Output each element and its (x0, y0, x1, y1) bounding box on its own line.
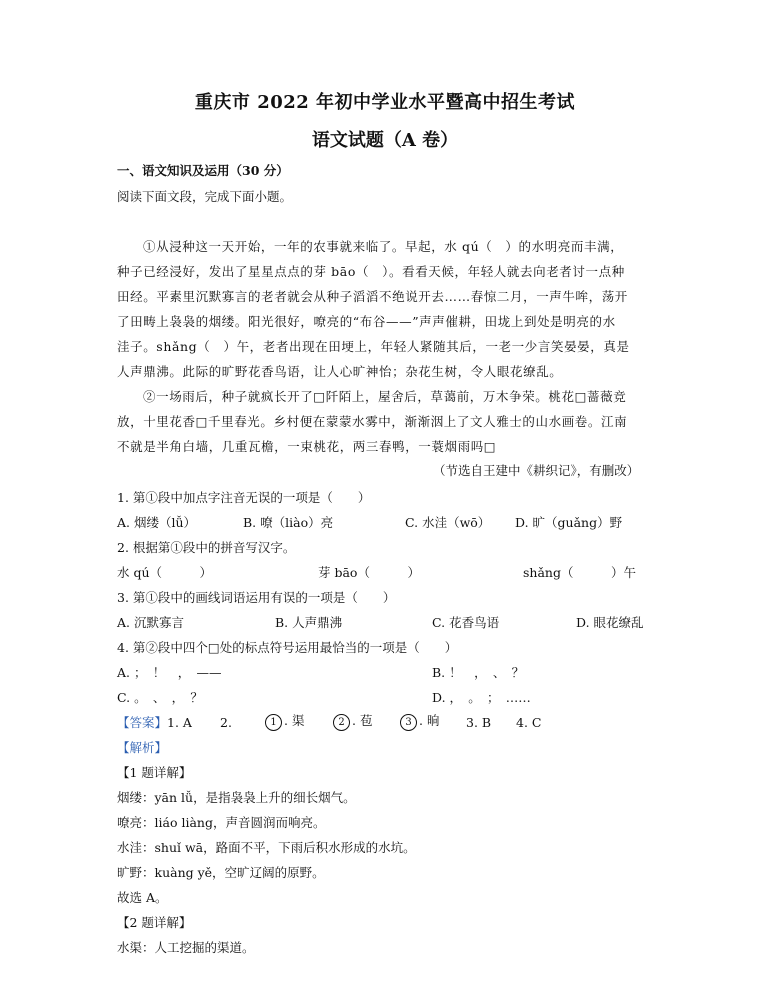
answer-2-item-1: 1 . 渠 (265, 712, 304, 731)
q1-option-b: B. 嘹（liào）亮 (243, 515, 334, 530)
detail-1-label: 【1 题详解】 (117, 765, 192, 780)
passage-line-9: 不就是半角白墙，几重瓦檐，一束桃花，两三春鸭，一蓑烟雨吗□ (117, 439, 497, 454)
q3-option-c: C. 花香鸟语 (432, 615, 500, 630)
passage-line-3: 田经。平素里沉默寡言的老者就会从种子滔滔不绝说开去……春惊二月，一声牛哞，荡开 (117, 289, 628, 304)
answer-3: 3. B (466, 715, 492, 730)
source-note: （节选自王建中《耕织记》，有删改） (433, 463, 640, 478)
answer-row (117, 714, 192, 732)
passage-line-4: 了田畴上袅袅的烟缕。阳光很好，嘹亮的“布谷——”声声催耕，田垅上到处是明亮的水 (117, 314, 616, 329)
passage-line-5: 洼子。shǎng（ ）午，老者出现在田埂上，年轻人紧随其后，一老一少言笑晏晏，真是 (117, 339, 630, 354)
answer-2-item-3: 3 . 晌 (400, 712, 439, 731)
q3-option-b: B. 人声鼎沸 (275, 615, 343, 630)
q1-option-c: C. 水洼（wō） (405, 515, 491, 530)
detail-1-line-4: 旷野：kuàng yě，空旷辽阔的原野。 (117, 865, 325, 880)
answer-2-item-2: 2 . 苞 (333, 712, 372, 731)
passage-line-7: ②一场雨后，种子就疯长开了□阡陌上，屋舍后，草蔼前，万木争荣。桃花□蔷薇竞 (143, 389, 627, 404)
q2-blank-3: shǎng（ ）午 (523, 565, 636, 580)
q2-blank-1: 水 qú（ ） (117, 565, 213, 580)
q4-option-b: B. ！ ， 、 ？ (432, 665, 525, 680)
exam-subtitle: 语文试题（A 卷） (311, 130, 459, 151)
question-1: 1. 第①段中加点字注音无误的一项是（ ） (117, 490, 371, 505)
q4-option-a: A. ； ！ ， —— (117, 665, 222, 680)
answer-4: 4. C (516, 715, 542, 730)
exam-title: 重庆市 2022 年初中学业水平暨高中招生考试 (194, 92, 576, 113)
answer-label: 【答案】 (117, 715, 168, 730)
detail-1-line-3: 水洼：shuǐ wā，路面不平，下雨后积水形成的水坑。 (117, 840, 416, 855)
detail-1-line-5: 故选 A。 (117, 890, 168, 905)
passage-line-8: 放，十里花香□千里春光。乡村便在蒙蒙水雾中，渐渐洇上了文人雅士的山水画卷。江南 (117, 414, 628, 429)
analysis-label: 【解析】 (117, 740, 168, 755)
detail-1-line-2: 嘹亮：liáo liàng，声音圆润而响亮。 (117, 815, 326, 830)
question-3: 3. 第①段中的画线词语运用有误的一项是（ ） (117, 590, 396, 605)
detail-1-line-1: 烟缕：yān lǚ，是指袅袅上升的细长烟气。 (117, 790, 356, 805)
question-2: 2. 根据第①段中的拼音写汉字。 (117, 540, 296, 555)
answer-1: 1. A (167, 715, 192, 730)
answer-2-label: 2. (220, 715, 232, 730)
q1-option-a: A. 烟缕（lǚ） (117, 515, 197, 530)
question-4: 4. 第②段中四个□处的标点符号运用最恰当的一项是（ ） (117, 640, 458, 655)
passage-line-6: 人声鼎沸。此际的旷野花香鸟语，让人心旷神怡；杂花生树，令人眼花缭乱。 (117, 364, 563, 379)
passage-line-2: 种子已经浸好，发出了星星点点的芽 bāo（ ）。看看天候，年轻人就去向老者讨一点种 (117, 264, 625, 279)
q3-option-a: A. 沉默寡言 (117, 615, 184, 630)
instruction: 阅读下面文段，完成下面小题。 (117, 189, 293, 204)
q4-option-c: C. 。 、 ， ？ (117, 690, 203, 705)
detail-2-line-1: 水渠：人工挖掘的渠道。 (117, 940, 255, 955)
section-heading: 一、语文知识及运用（30 分） (117, 163, 289, 178)
q3-option-d: D. 眼花缭乱 (576, 615, 644, 630)
passage-line-1: ①从浸种这一天开始，一年的农事就来临了。早起，水 qú（ ）的水明亮而丰满， (143, 239, 624, 254)
q4-option-d: D. ， 。 ； …… (432, 690, 531, 705)
q1-option-d: D. 旷（guǎng）野 (515, 515, 623, 530)
q2-blank-2: 芽 bāo（ ） (318, 565, 420, 580)
detail-2-label: 【2 题详解】 (117, 915, 192, 930)
